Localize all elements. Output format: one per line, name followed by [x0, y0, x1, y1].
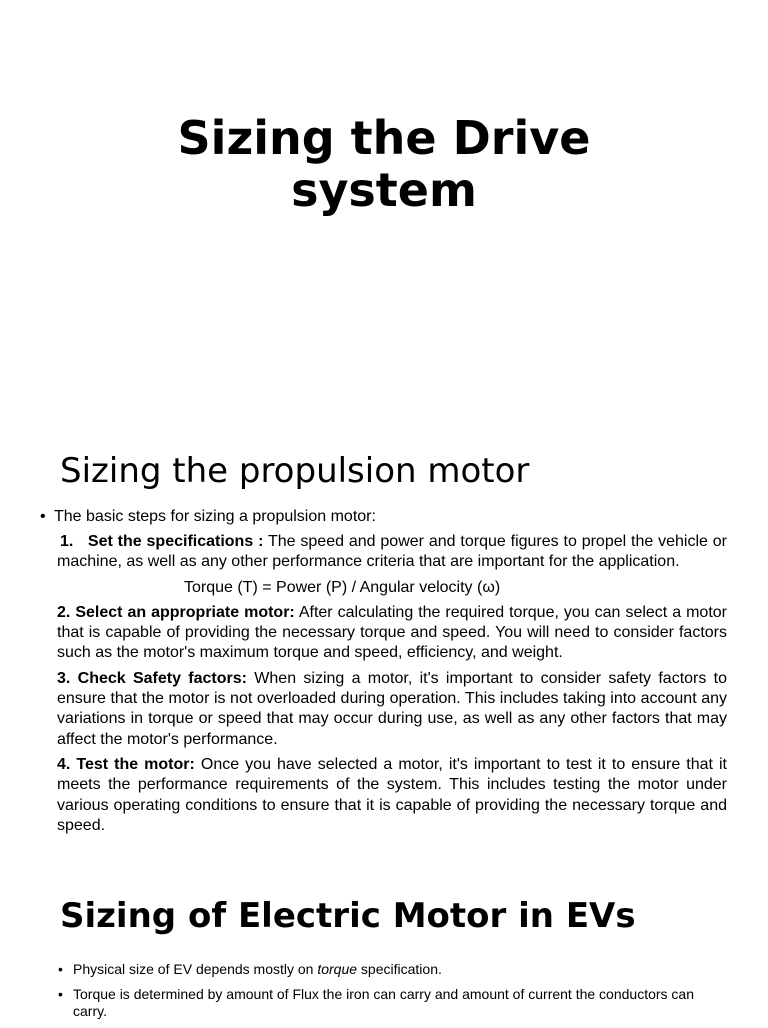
list-item-text [73, 961, 718, 978]
list-item-text: Torque is determined by amount of Flux the iron can carry and amount of current the conductors can carry. [73, 986, 694, 1019]
step-number: 1. [60, 533, 74, 550]
ev-bullet-list [58, 961, 718, 1028]
section-heading-ev-motor: Sizing of Electric Motor in EVs [60, 896, 636, 936]
step-number: 4. [57, 755, 71, 773]
text-segment: Physical size of EV depends mostly on [73, 961, 318, 977]
torque-formula: Torque (T) = Power (P) / Angular velocity (ω) [184, 578, 501, 596]
slide-title-line-1: Sizing the Drive [177, 111, 591, 165]
list-item [58, 961, 718, 978]
step-text: The speed and power and torque figures to propel the vehicle or machine, as well as any other performance criteria that are important for the application. [57, 533, 728, 571]
slide-title-line-2: system [291, 163, 477, 217]
step-title: Set the specifications : [87, 533, 264, 550]
step-title: Check Safety factors: [77, 669, 247, 687]
step-number: 3. [57, 669, 71, 687]
bullet-dot: • [58, 986, 63, 1002]
bullet-dot: • [58, 961, 63, 977]
bullet-dot: • [40, 508, 46, 525]
list-item [58, 986, 718, 1020]
step-item [57, 532, 727, 573]
text-segment: specification. [357, 961, 442, 977]
intro-bullet [40, 507, 730, 527]
step-item [57, 755, 727, 836]
intro-text: The basic steps for sizing a propulsion motor: [54, 508, 376, 525]
step-text: When sizing a motor, it's important to consider safety factors to ensure that the motor is not overloaded during operation. This includes taking into account any variations in torque or speed that may occur during use, as well as any other factors that may affect the motor's performance. [57, 669, 728, 748]
emphasis-text: torque [317, 961, 358, 977]
step-title: Test the motor: [76, 755, 195, 773]
step-text: After calculating the required torque, you can select a motor that is capable of providing the necessary torque and speed. You will need to consider factors such as the motor's maximum torque and speed, efficiency, and weight. [57, 603, 727, 662]
step-item [57, 669, 727, 750]
step-number: 2. [57, 603, 71, 621]
step-title: Select an appropriate motor: [75, 603, 295, 621]
slide-title [0, 112, 768, 216]
step-item [57, 603, 727, 664]
section-heading-propulsion: Sizing the propulsion motor [60, 451, 530, 491]
steps-list [57, 532, 727, 841]
step-text: Once you have selected a motor, it's important to test it to ensure that it meets the performance requirements of the system. This includes testing the motor under various operating conditions to ensure that it is capable of providing the necessary torque and speed. [57, 755, 727, 834]
